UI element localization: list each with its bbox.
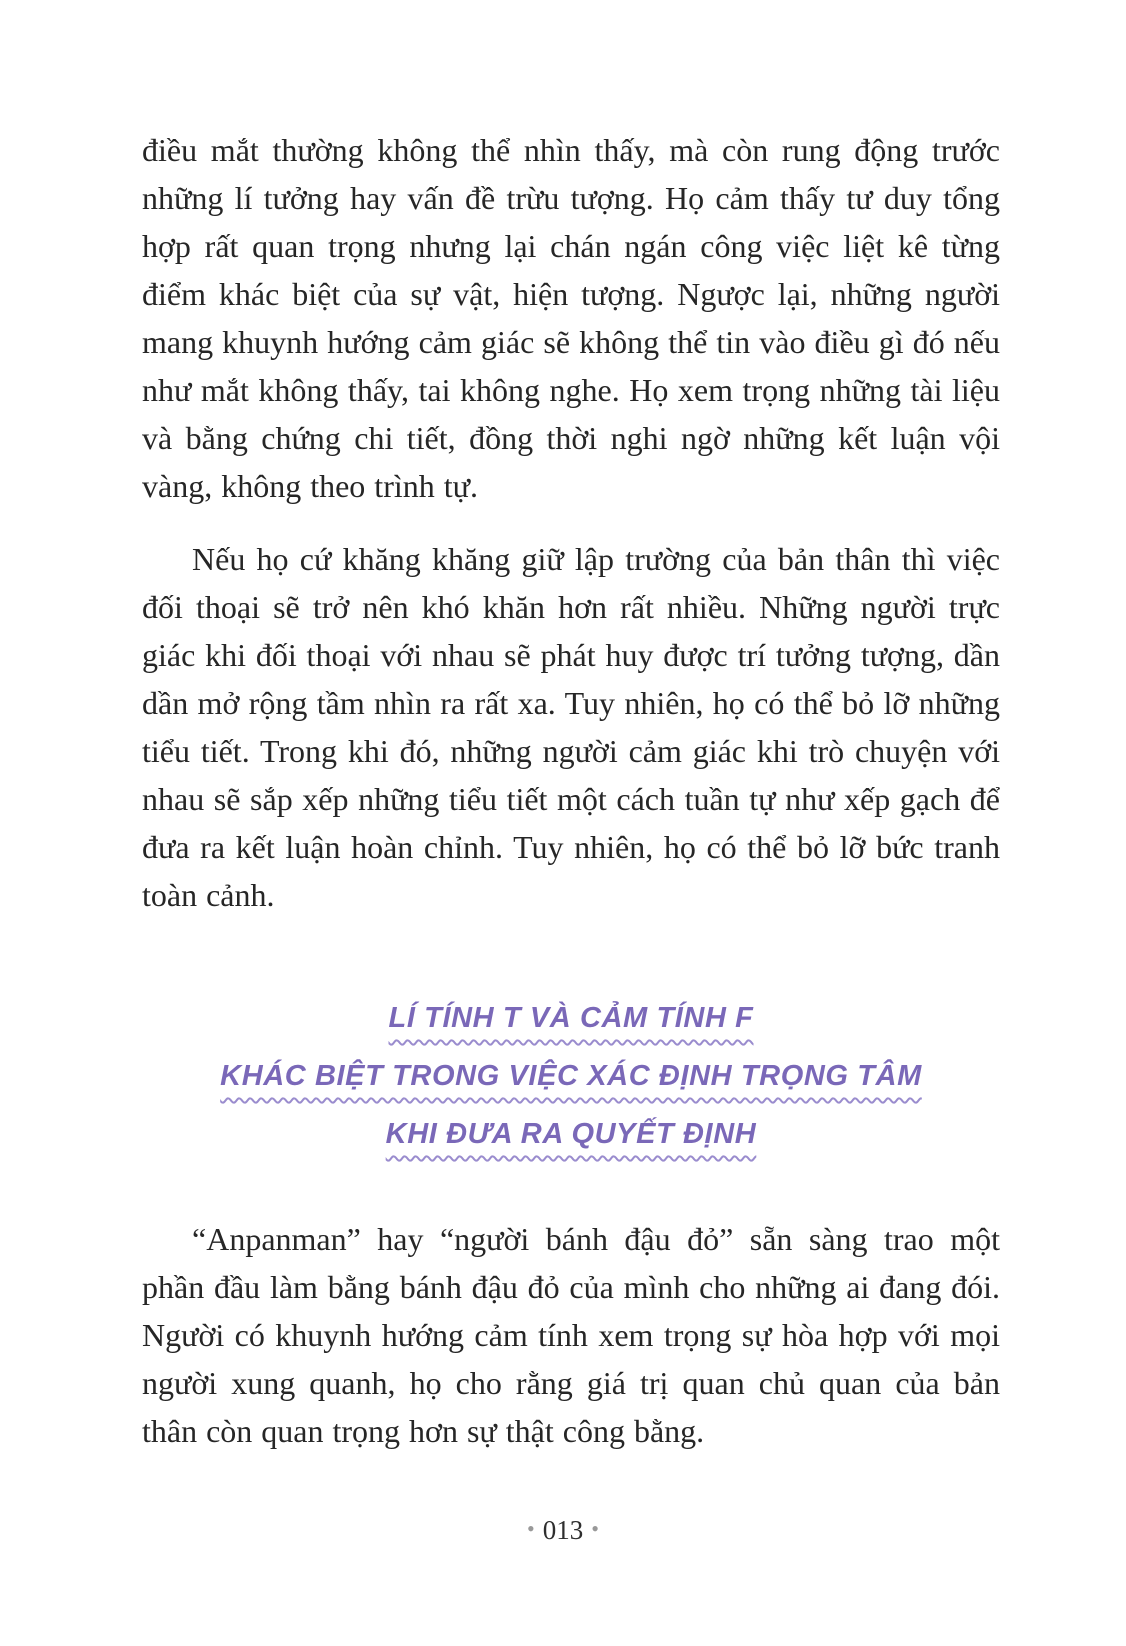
paragraph-continuation: điều mắt thường không thể nhìn thấy, mà còn rung động trước những lí tưởng hay vấn đề trừu tượng. Họ cảm thấy tư duy tổng hợp rất quan trọng nhưng lại chán ngán công việc liệt kê từng điểm khác biệt của sự vật, hiện tượng. Ngược lại, những người mang khuynh hướng cảm giác sẽ không thể tin vào điều gì đó nếu như mắt không thấy, tai không nghe. Họ xem trọng những tài liệu và bằng chứng chi tiết, đồng thời nghi ngờ những kết luận vội vàng, không theo trình tự. — [142, 132, 1000, 504]
heading-line-1-text: LÍ TÍNH T VÀ CẢM TÍNH F — [388, 1002, 754, 1034]
heading-line-2 — [142, 1059, 1000, 1093]
heading-line-2-text: KHÁC BIỆT TRONG VIỆC XÁC ĐỊNH TRỌNG TÂM — [220, 1060, 922, 1092]
section-heading — [142, 1001, 1000, 1151]
footer-left-dot: • — [527, 1516, 535, 1541]
page-footer — [0, 1515, 1126, 1546]
heading-line-1 — [142, 1001, 1000, 1035]
heading-line-3 — [142, 1117, 1000, 1151]
footer-right-dot: • — [591, 1516, 599, 1541]
paragraph-dialogue: Nếu họ cứ khăng khăng giữ lập trường của bản thân thì việc đối thoại sẽ trở nên khó khăn hơn rất nhiều. Những người trực giác khi đối thoại với nhau sẽ phát huy được trí tưởng tượng, dần dần mở rộng tầm nhìn ra rất xa. Tuy nhiên, họ có thể bỏ lỡ những tiểu tiết. Trong khi đó, những người cảm giác khi trò chuyện với nhau sẽ sắp xếp những tiểu tiết một cách tuần tự như xếp gạch để đưa ra kết luận hoàn chỉnh. Tuy nhiên, họ có thể bỏ lỡ bức tranh toàn cảnh. — [142, 541, 1000, 913]
paragraph-anpanman: “Anpanman” hay “người bánh đậu đỏ” sẵn sàng trao một phần đầu làm bằng bánh đậu đỏ của mình cho những ai đang đói. Người có khuynh hướng cảm tính xem trọng sự hòa hợp với mọi người xung quanh, họ cho rằng giá trị quan chủ quan của bản thân còn quan trọng hơn sự thật công bằng. — [142, 1221, 1000, 1449]
page-content — [142, 126, 1000, 1455]
page-number: 013 — [542, 1515, 584, 1545]
heading-line-3-text: KHI ĐƯA RA QUYẾT ĐỊNH — [385, 1118, 757, 1150]
